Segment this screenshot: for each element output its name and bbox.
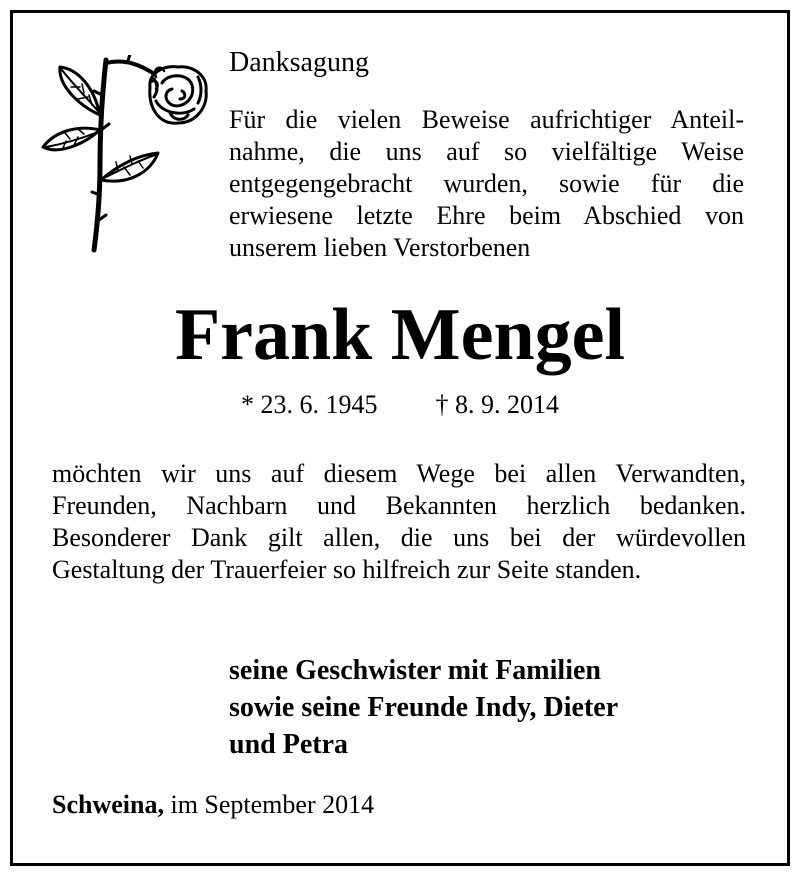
thanks-line: Besonderer Dank gilt allen, die uns bei der würdevollen bbox=[52, 523, 746, 552]
deceased-name: Frank Mengel bbox=[174, 294, 626, 376]
intro-line: unserem lieben Verstorbenen bbox=[229, 233, 531, 262]
signers-line: und Petra bbox=[229, 729, 348, 760]
signers-line: seine Geschwister mit Familien bbox=[229, 655, 601, 686]
intro-line: nahme, die uns auf so vielfältige Weise bbox=[229, 137, 744, 166]
intro-line: erwiesene letzte Ehre beim Abschied von bbox=[229, 201, 744, 230]
rose-icon bbox=[38, 55, 218, 255]
life-dates bbox=[0, 388, 800, 422]
intro-line: Für die vielen Beweise aufrichtiger Anteil- bbox=[229, 105, 744, 134]
place-date-line bbox=[52, 788, 374, 822]
notice-heading: Danksagung bbox=[229, 47, 369, 78]
thanks-paragraph bbox=[52, 458, 746, 586]
signers-block bbox=[229, 652, 618, 763]
thanks-line: möchten wir uns auf diesem Wege bei allen Verwandten, bbox=[52, 459, 746, 488]
intro-paragraph bbox=[229, 104, 744, 264]
thanks-line: Gestaltung der Trauerfeier so hilfreich zur Seite standen. bbox=[52, 555, 642, 584]
birth-date: * 23. 6. 1945 bbox=[241, 390, 378, 419]
death-date: † 8. 9. 2014 bbox=[435, 390, 559, 419]
thanks-line: Freunden, Nachbarn und Bekannten herzlich bedanken. bbox=[52, 491, 746, 520]
signers-line: sowie seine Freunde Indy, Dieter bbox=[229, 692, 619, 723]
intro-line: entgegengebracht wurden, sowie für die bbox=[229, 169, 744, 198]
place-name: Schweina, bbox=[52, 790, 164, 819]
notice-date: im September 2014 bbox=[170, 790, 375, 819]
